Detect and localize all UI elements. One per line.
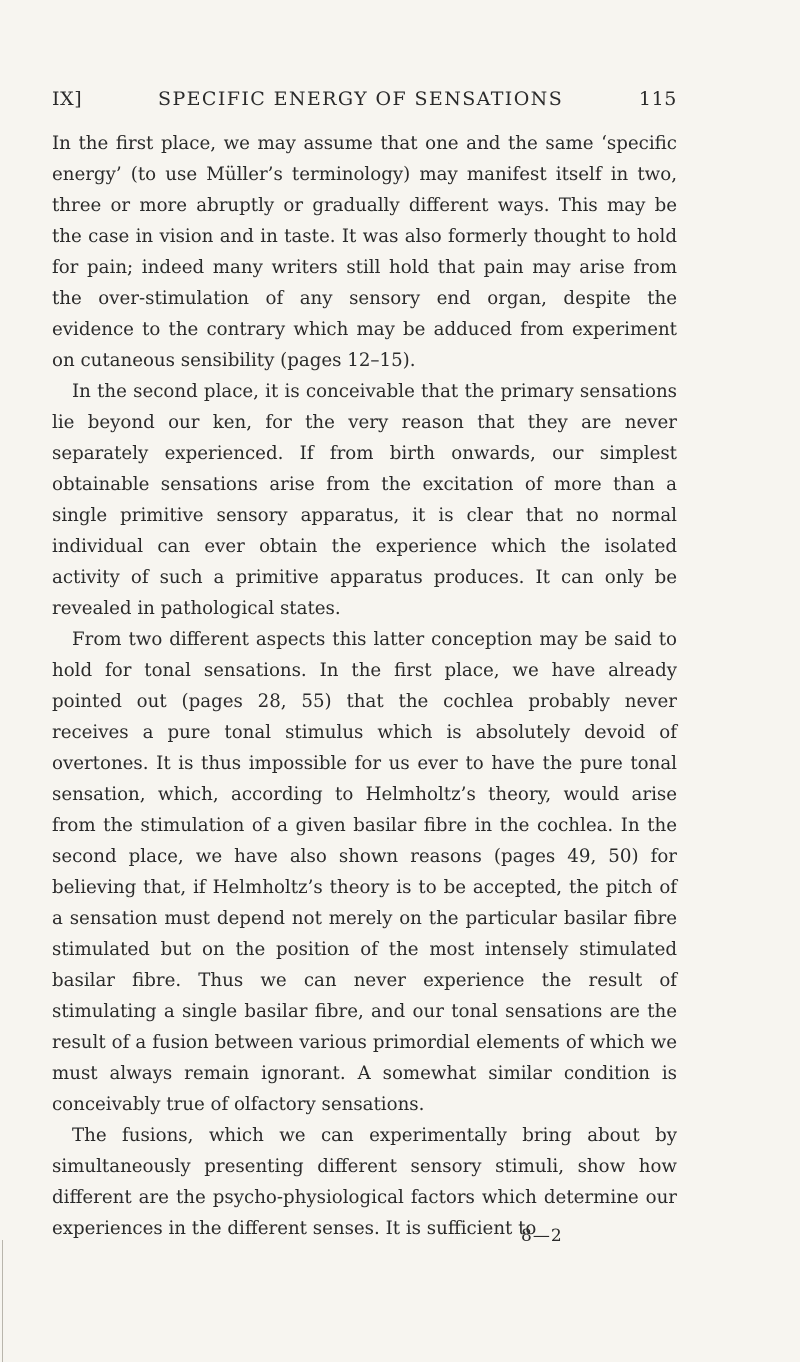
book-page [52,88,677,1244]
paragraph-2: In the second place, it is conceivable that the primary sensations lie beyond our ken, for the very reason that they are never separately experienced. If from birth onwards, our simplest obtainable sensations arise from the excitation of more than a single primitive sensory apparatus, it is clear that no normal individual can ever obtain the experience which the isolated activity of such a primitive apparatus produces. It can only be revealed in pathological states. [52,381,677,619]
signature-mark: 8—2 [521,1226,563,1246]
paragraph-4: The fusions, which we can experimentally bring about by simultaneously presenting different sensory stimuli, show how different are the psycho-physiological factors which determine our experiences in the different senses. It is sufficient to [52,1125,677,1239]
page-edge-divider [2,1240,3,1362]
chapter-number: IX] [52,88,83,110]
body-text [52,128,677,1244]
page-number: 115 [638,88,677,110]
running-head [52,88,677,114]
running-title: SPECIFIC ENERGY OF SENSATIONS [158,88,564,110]
paragraph-3: From two different aspects this latter conception may be said to hold for tonal sensations. In the first place, we have already pointed out (pages 28, 55) that the cochlea probably never receives a pure tonal stimulus which is absolutely devoid of overtones. It is thus impossible for us ever to have the pure tonal sensation, which, according to Helmholtz’s theory, would arise from the stimulation of a given basilar fibre in the cochlea. In the second place, we have also shown reasons (pages 49, 50) for believing that, if Helmholtz’s theory is to be accepted, the pitch of a sensation must depend not merely on the particular basilar fibre stimulated but on the position of the most intensely stimulated basilar fibre. Thus we can never experience the result of stimulating a single basilar fibre, and our tonal sensations are the result of a fusion between various primordial elements of which we must always remain ignorant. A somewhat similar condition is conceivably true of olfactory sensations. [52,629,677,1115]
paragraph-1: In the first place, we may assume that one and the same ‘specific energy’ (to use Müller’s terminology) may manifest itself in two, three or more abruptly or gradually different ways. This may be the case in vision and in taste. It was also formerly thought to hold for pain; indeed many writers still hold that pain may arise from the over-stimulation of any sensory end organ, despite the evidence to the contrary which may be adduced from experiment on cutaneous sensibility (pages 12–15). [52,133,677,371]
